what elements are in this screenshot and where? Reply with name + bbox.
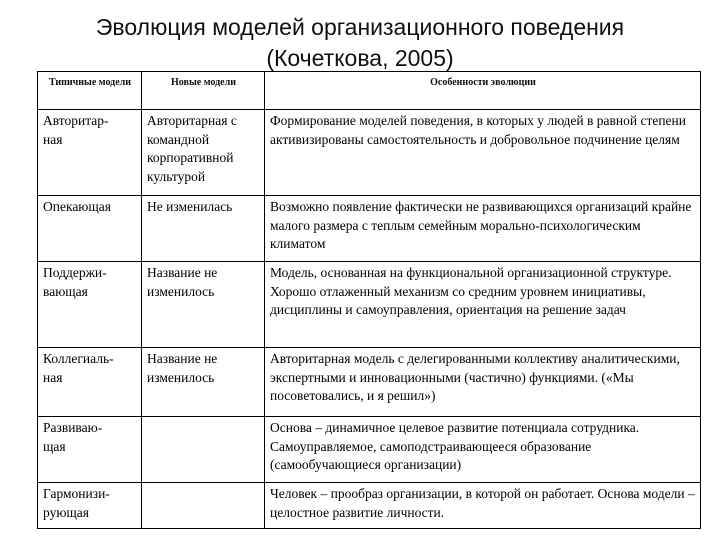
cell-typical-model: Гармонизи- рующая [38, 483, 142, 529]
cell-evolution-features: Возможно появление фактически не развивающихся организаций крайне малого размера с теплым семейным морально-психологическим климатом [265, 196, 701, 262]
slide-title-line1: Эволюция моделей организационного поведения [95, 14, 625, 40]
cell-typical-model: Коллегиаль- ная [38, 348, 142, 417]
table-row [38, 348, 701, 417]
table-header-row [38, 72, 701, 110]
cell-evolution-features: Авторитарная модель с делегированными коллективу аналитическими, экспертными и инновационными (частично) функциями. («Мы посоветовались, и я решил») [265, 348, 701, 417]
table-row [38, 110, 701, 196]
slide-title-line2: (Кочеткова, 2005) [266, 45, 454, 71]
cell-typical-model: Опекающая [38, 196, 142, 262]
header-typical-models: Типичные модели [38, 72, 142, 110]
header-new-models: Новые модели [142, 72, 265, 110]
cell-new-model [142, 483, 265, 529]
table-row [38, 483, 701, 529]
cell-typical-model: Развиваю- щая [38, 417, 142, 483]
cell-evolution-features: Основа – динамичное целевое развитие потенциала сотрудника. Самоуправляемое, самоподстраивающееся образование (самообучающиеся организации) [265, 417, 701, 483]
cell-new-model: Авторитарная с командной корпоративной культурой [142, 110, 265, 196]
cell-evolution-features: Человек – прообраз организации, в которой он работает. Основа модели – целостное развитие личности. [265, 483, 701, 529]
table-row [38, 262, 701, 348]
cell-new-model: Название не изменилось [142, 262, 265, 348]
cell-evolution-features: Модель, основанная на функциональной организационной структуре. Хорошо отлаженный механизм со средним уровнем инициативы, дисциплины и самоуправления, ориентация на решение задач [265, 262, 701, 348]
cell-new-model [142, 417, 265, 483]
table-row [38, 417, 701, 483]
cell-new-model: Название не изменилось [142, 348, 265, 417]
cell-new-model: Не изменилась [142, 196, 265, 262]
slide-title [0, 12, 720, 74]
cell-evolution-features: Формирование моделей поведения, в которых у людей в равной степени активизированы самостоятельность и добровольное подчинение целям [265, 110, 701, 196]
cell-typical-model: Авторитар- ная [38, 110, 142, 196]
cell-typical-model: Поддержи- вающая [38, 262, 142, 348]
evolution-table [37, 71, 701, 529]
header-evolution-features: Особенности эволюции [265, 72, 701, 110]
table-row [38, 196, 701, 262]
